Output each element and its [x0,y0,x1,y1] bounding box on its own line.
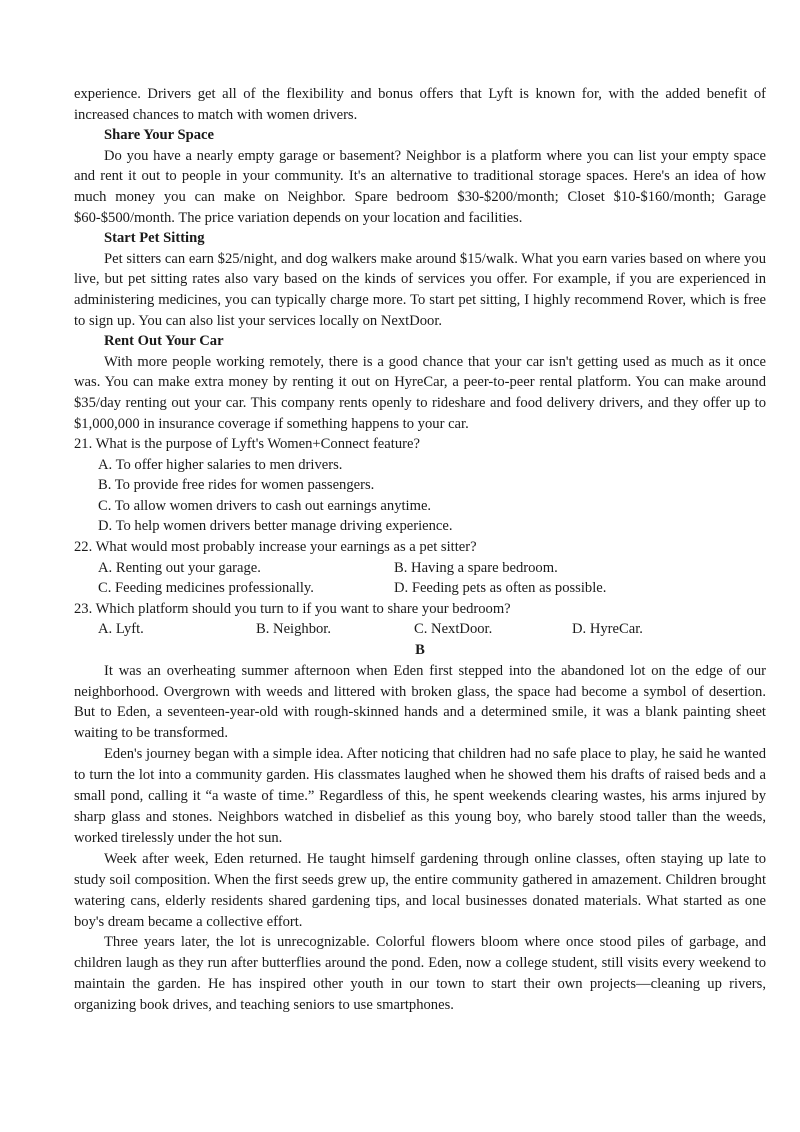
option-row [98,619,766,640]
question-option: B. Neighbor. [256,621,331,638]
question-option: B. Having a spare bedroom. [394,559,558,576]
question-22 [74,537,766,599]
section-body-share-space: Do you have a nearly empty garage or basement? Neighbor is a platform where you can list your empty space and rent it out to people in your community. It's an alternative to traditional storage spaces. Here's an idea of how much money you can make on Neighbor. Spare bedroom $30-$200/month; Closet $10-$160/month; Garage $60-$500/month. The price variation depends on your location and facilities. [74,147,766,226]
question-option: A. Renting out your garage. [98,559,261,576]
question-stem: 21. What is the purpose of Lyft's Women+Connect feature? [74,436,420,453]
page-content [74,84,766,1016]
question-option: A. To offer higher salaries to men drivers. [98,456,343,473]
question-option: B. To provide free rides for women passengers. [98,477,375,494]
section-heading-share-space: Share Your Space [104,127,215,144]
question-21 [74,434,766,537]
question-stem: 22. What would most probably increase your earnings as a pet sitter? [74,539,477,556]
passage-b-paragraph: It was an overheating summer afternoon when Eden first stepped into the abandoned lot on the edge of our neighborhood. Overgrown with weeds and littered with broken glass, the space had become a symbol of desertion. But to Eden, a seventeen-year-old with rough-skinned hands and a determined smile, it was a blank painting sheet waiting to be transformed. [74,662,766,742]
question-stem: 23. Which platform should you turn to if you want to share your bedroom? [74,600,511,617]
question-option: A. Lyft. [98,621,144,638]
passage-b-label: B [415,642,425,659]
option-row [98,578,766,599]
passage-a-intro: experience. Drivers get all of the flexibility and bonus offers that Lyft is known for, with the added benefit of increased chances to match with women drivers. [74,86,766,123]
passage-b-body [74,661,766,1016]
question-option: D. Feeding pets as often as possible. [394,580,607,597]
section-body-pet-sitting: Pet sitters can earn $25/night, and dog walkers make around $15/walk. What you earn varies based on where you live, but pet sitting rates also vary based on the kinds of services you offer. For example, if you are experienced in administering medicines, you can typically charge more. To start pet sitting, I highly recommend Rover, which is free to sign up. You can also list your services locally on NextDoor. [74,250,766,329]
section-heading-pet-sitting: Start Pet Sitting [104,230,205,247]
passage-b-paragraph: Eden's journey began with a simple idea. After noticing that children had no safe place to play, he said he wanted to turn the lot into a community garden. His classmates laughed when he showed them his drafts of raised beds and a small pond, calling it “a waste of time.” Regardless of this, he spent weekends clearing wastes, his arms injured by sharp glass and stones. Neighbors watched in disbelief as this young boy, who barely stood taller than the weeds, worked tirelessly under the hot sun. [74,746,766,846]
section-heading-rent-car: Rent Out Your Car [104,333,224,350]
question-option: D. To help women drivers better manage driving experience. [98,518,453,535]
question-option: C. To allow women drivers to cash out earnings anytime. [98,497,432,514]
passage-b-paragraph: Three years later, the lot is unrecognizable. Colorful flowers bloom where once stood piles of garbage, and children laugh as they run after butterflies around the pond. Eden, now a college student, still visits every weekend to maintain the garden. He has inspired other youth in our town to start their own projects—cleaning up rivers, organizing book drives, and teaching seniors to use smartphones. [74,934,766,1014]
option-row [98,558,766,579]
section-body-rent-car: With more people working remotely, there is a good chance that your car isn't getting used as much as it once was. You can make extra money by renting it out on HyreCar, a peer-to-peer rental platform. You can make around $35/day renting out your car. This company rents openly to rideshare and food delivery drivers, and they offer up to $1,000,000 in insurance coverage if something happens to your car. [74,353,766,432]
question-option: C. NextDoor. [414,621,493,638]
question-option: C. Feeding medicines professionally. [98,580,314,597]
passage-b-paragraph: Week after week, Eden returned. He taught himself gardening through online classes, often staying up late to study soil composition. When the first seeds grew up, the entire community gathered in amazement. Children brought watering cans, elderly residents shared gardening tips, and local businesses donated materials. What started as one boy's dream became a collective effort. [74,850,766,930]
question-23 [74,599,766,640]
question-option: D. HyreCar. [572,621,643,638]
